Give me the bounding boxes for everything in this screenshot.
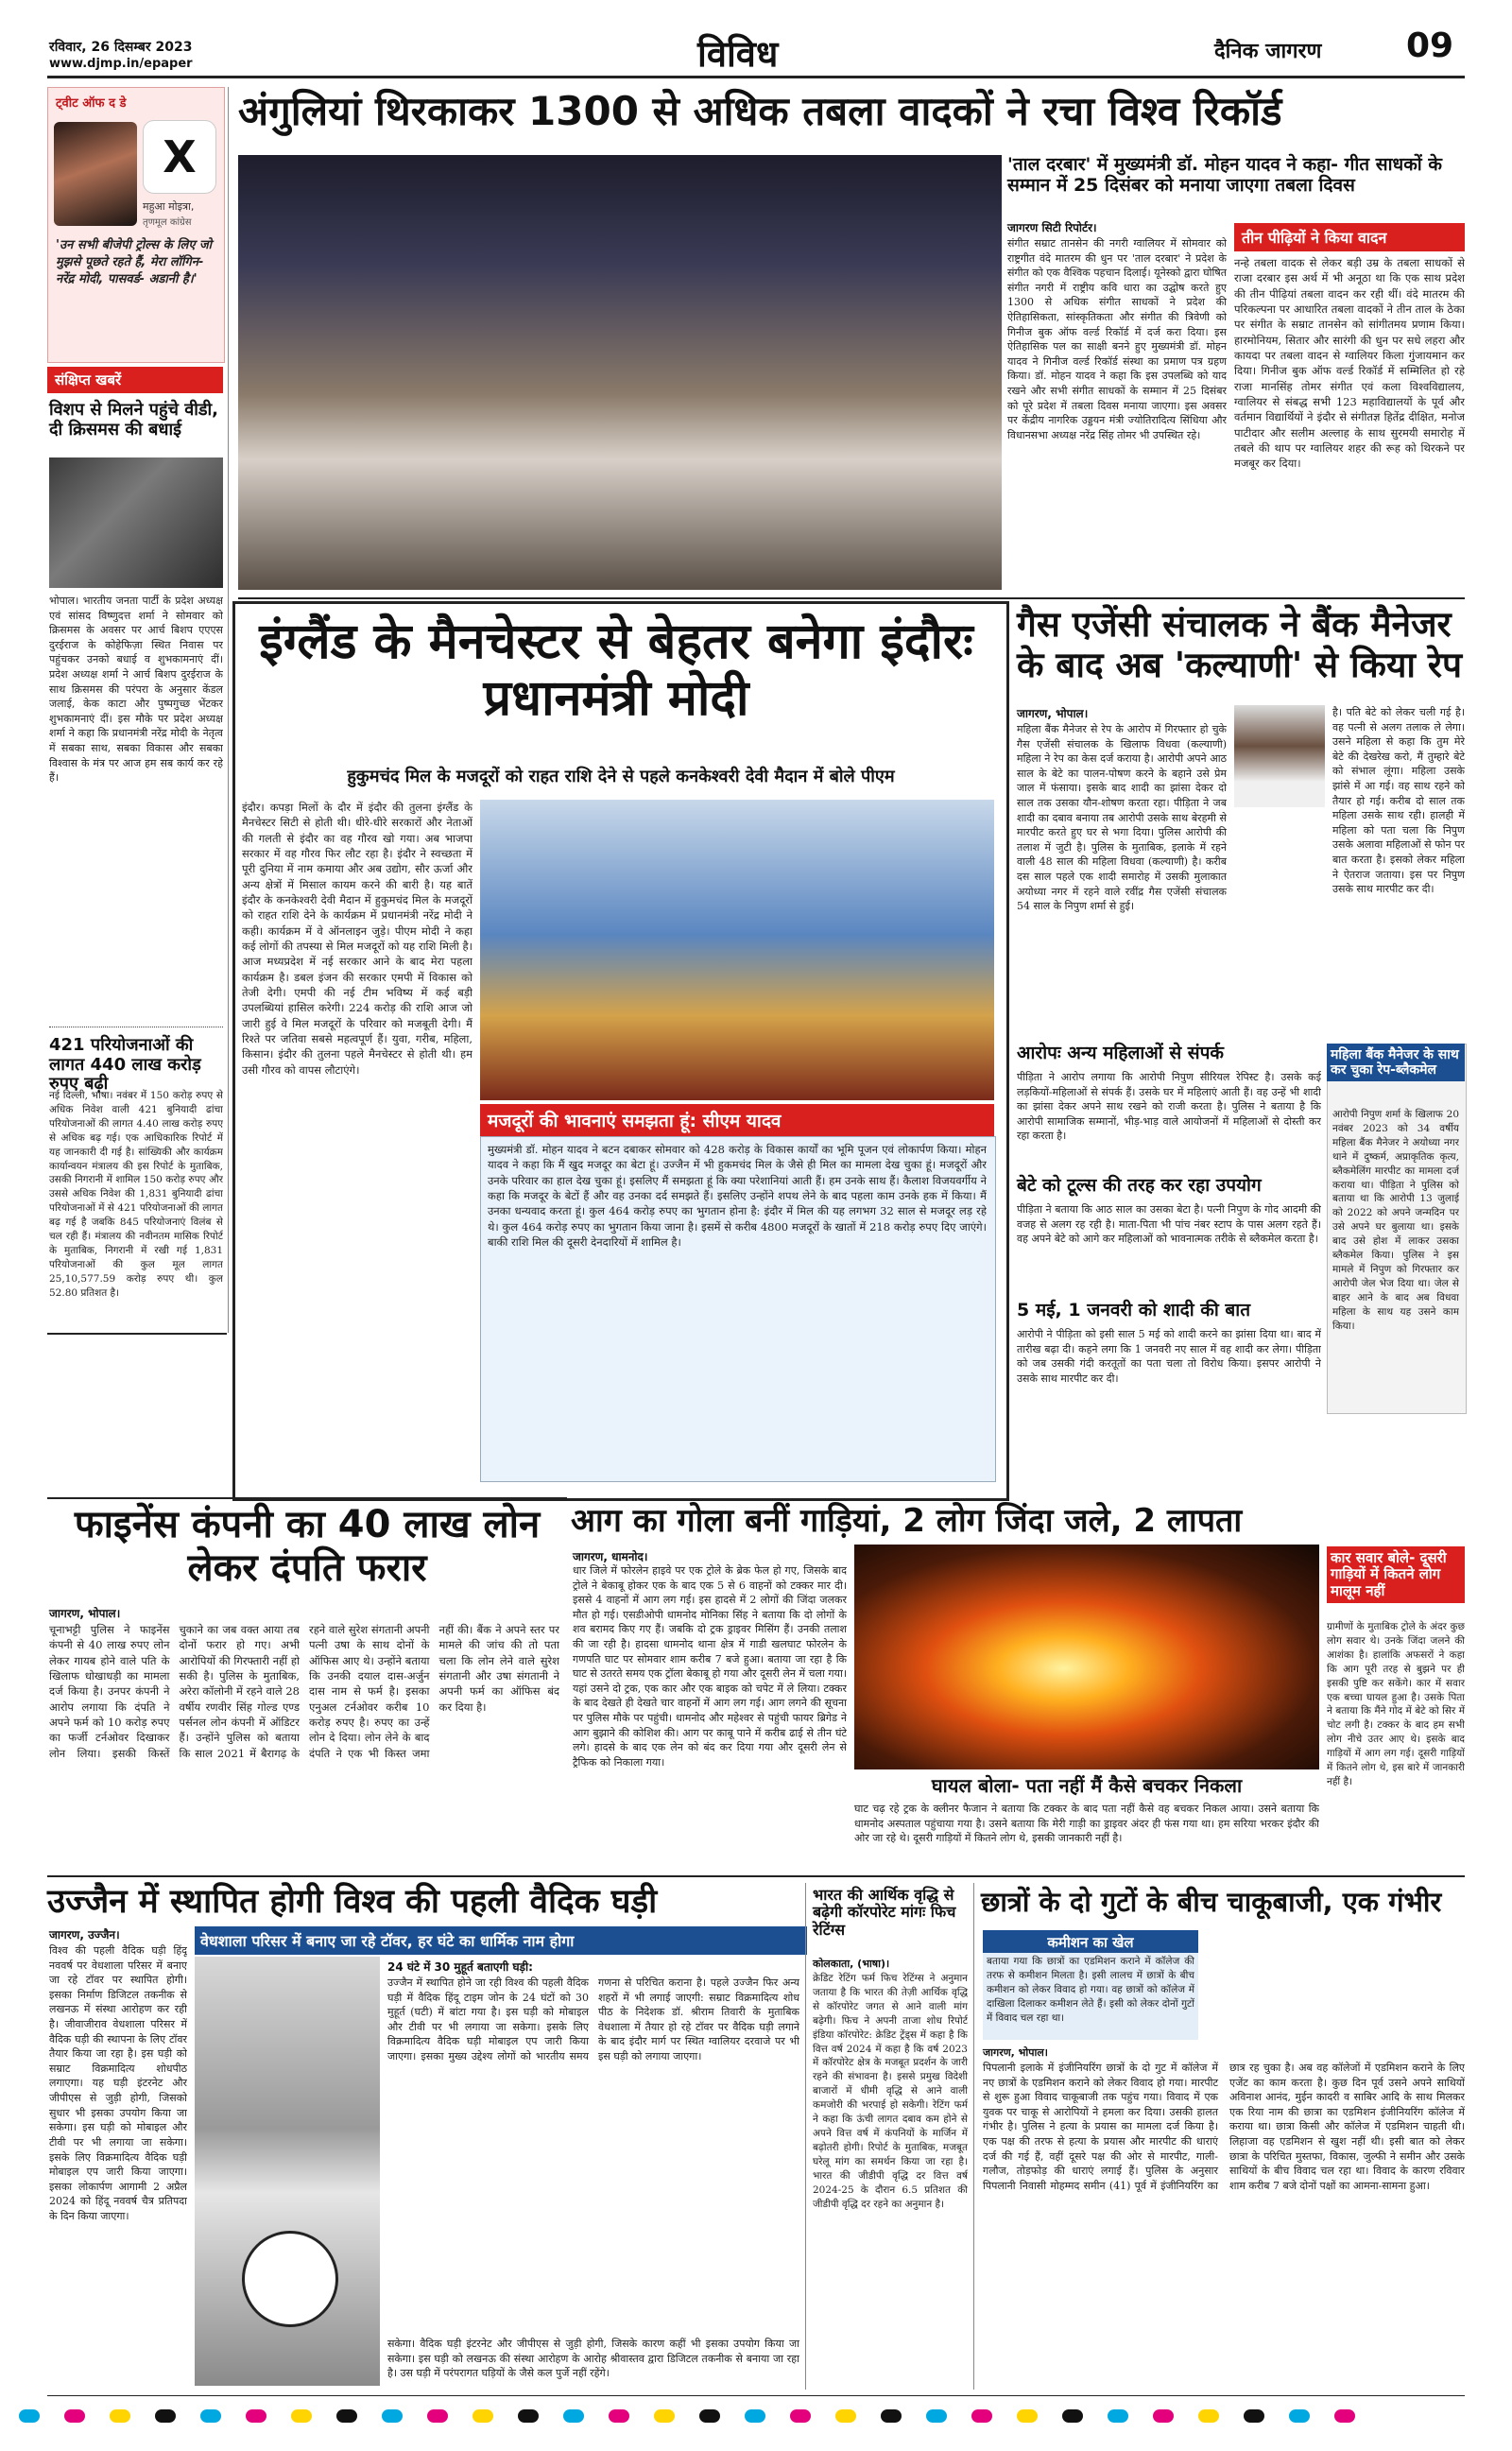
- short-news-item1-title: विशप से मिलने पहुंचे वीडी, दी क्रिसमस की बधाई: [49, 400, 218, 440]
- print-color-swatch: [1017, 2409, 1038, 2423]
- print-color-swatch: [926, 2409, 947, 2423]
- tweet-heading: ट्वीट ऑफ द डे: [56, 96, 127, 111]
- print-color-swatch: [563, 2409, 584, 2423]
- print-color-swatch: [246, 2409, 266, 2423]
- tabla-photo: [238, 155, 1002, 590]
- rape-sub1-heading: आरोपः अन्य महिलाओं से संपर्क: [1017, 1043, 1225, 1063]
- modi-headline: इंग्लैंड के मैनचेस्टर से बेहतर बनेगा इंदौरः प्रधानमंत्री मोदी: [259, 613, 973, 727]
- economy-headline: भारत की आर्थिक वृद्धि से बढ़ेगी कॉरपोरेट मांगः फिच रेटिंग्स: [813, 1886, 956, 1939]
- stab-band-body: बताया गया कि छात्रों का एडमिशन कराने में कॉलेज की तरफ से कमीशन मिलता है। इसी लालच में छात्रों के बीच कमीशन को लेकर विवाद हो गया। वह छात्रों को कॉलेज में दाखिला दिलाकर कमीशन लेते हैं। इसी को लेकर दोनों गुटों में विवाद चल रहा था।: [987, 1956, 1194, 2024]
- print-color-swatch: [1062, 2409, 1083, 2423]
- paper-name: दैनिक जागरण: [1214, 40, 1322, 63]
- print-color-swatch: [971, 2409, 992, 2423]
- modi-body: इंदौर। कपड़ा मिलों के दौर में इंदौर की तुलना इंग्लैंड के मैनचेस्टर सिटी से होती थी। धीरे-धीरे सरकारों और नेताओं की गलती से इंदौर का वह गौरव खो गया। अब भाजपा सरकार में वह गौरव फिर लौट रहा है। इंदौर ने स्वच्छता में पूरी दुनिया में नाम कमाया और अब उद्योग, सौर ऊर्जा और अन्य क्षेत्रों में मिसाल कायम करने की बारी है। यह बातें इंदौर के कनकेश्वरी देवी मैदान में हुकुमचंद मिल के मजदूरों को राहत राशि देने के कार्यक्रम में प्रधानमंत्री नरेंद्र मोदी ने कही। कार्यक्रम में वे ऑनलाइन जुड़े। पीएम मोदी ने कहा कई लोगों की तपस्या से मिल मजदूरों को यह राशि मिली है। आज मध्यप्रदेश में नई सरकार आने के बाद मेरा पहला कार्यक्रम है। डबल इंजन की सरकार एमपी में विकास को तेजी देगी। एमपी की नई टीम भविष्य में कई बड़ी उपलब्धियां हासिल करेगी। 224 करोड़ की राशि आज जो जारी हुई वे मिल मजदूरों के परिवार को मजबूती देगी। मैं रिश्ते पर जतिवा सबसे महत्वपूर्ण हैं। युवा, गरीब, महिला, किसान। इंदौर की तुलना पहले मैनचेस्टर से होती थी। हम उसी गौरव को वापस लौटाएंगे।: [242, 801, 472, 1077]
- print-color-swatch: [835, 2409, 856, 2423]
- print-color-swatch: [881, 2409, 902, 2423]
- ujjain-col2-head: 24 घंटे में 30 मुहूर्त बताएगी घड़ी:: [387, 1960, 533, 1974]
- rape-sub2-body: पीड़िता ने बताया कि आठ साल का उसका बेटा है। पत्नी निपुण के गोद आदमी की वजह से अलग रह रही है। माता-पिता भी पांच नंबर स्टाप के पास अलग रहते हैं। वह अपने बेटे को आगे कर महिलाओं को भावनात्मक तरीके से ब्लैकमेल करता है।: [1017, 1203, 1321, 1246]
- masthead-rule: [47, 76, 1465, 78]
- modi-photo: [480, 800, 994, 1100]
- modi-inset-body: मुख्यमंत्री डॉ. मोहन यादव ने बटन दबाकर सोमवार को 428 करोड़ के विकास कार्यों का भूमि पूजन एवं लोकार्पण किया। मोहन यादव ने कहा कि मैं खुद मजदूर का बेटा हूं। उज्जैन में भी हुकमचंद मिल के जैसे ही मिल का मामला देख चुका हूं। मजदूरों और उनके परिवार का हाल देख चुका हूं। इसलिए मैं समझता हूं कि क्या परेशानियां आती हैं। हम उनके साथ हैं। कैलाश विजयवर्गीय ने कहा कि मजदूर के बेटों हैं और वह उनका दर्द समझते हैं। इसलिए उन्होंने शपथ लेने के बाद पहला काम उनके हक में किया। मैं उनका धन्यवाद करता हूं। कुल 464 करोड़ रुपए का भुगतान होना है: इंदौर में मिल की यह लगभग 32 साल से मजदूर लड़ रहे थे। कुल 464 करोड़ रुपए का भुगतान किया जाना है। इसमें से करीब 4800 मजदूरों के खातों में 218 करोड़ रुपए दिए जाएंगे। बाकी राशि मिल की दूसरी देनदारियों में शामिल है।: [488, 1143, 987, 1249]
- print-color-swatch: [1334, 2409, 1355, 2423]
- ujjain-col2: उज्जैन में स्थापित होने जा रही विश्व की पहली वैदिक घड़ी में वैदिक हिंदू टाइम जोन के 24 घंटों को 30 मुहूर्त (घटी) में बांटा गया है। इस घड़ी को मोबाइल और टीवी पर भी लगाया जा सकेगा। इसके लिए विक्रमादित्य वैदिक घड़ी मोबाइल एप जारी किया जाएगा। इसका मुख्य उद्देश्य लोगों को भारतीय समय गणना से परिचित कराना है। पहले उज्जैन फिर अन्य शहरों में भी लगाई जाएगी: सम्राट विक्रमादित्य शोध पीठ के निदेशक डॉ. श्रीराम तिवारी के मुताबिक वेधशाला में तैयार हो रहे टॉवर पर वैदिक घड़ी लगाने के बाद इंदौर मार्ग पर स्थित ग्वालियर दरवाजे पर भी इस घड़ी को लगाया जाएगा।: [387, 1976, 799, 2063]
- bottom-rule: [47, 2395, 1465, 2396]
- print-color-swatch: [699, 2409, 720, 2423]
- modi-subhead: हुकुमचंद मिल के मजदूरों को राहत राशि देने से पहले कनकेश्वरी देवी मैदान में बोले पीएम: [347, 767, 895, 786]
- print-color-swatch: [64, 2409, 85, 2423]
- fire-caption-body: घाट चढ़ रहे ट्रक के क्लीनर फैजान ने बताया कि टक्कर के बाद पता नहीं कैसे वह बचकर निकल आया। उसने बताया कि धामनोद अस्पताल पहुंचाया गया है। उसने बताया कि मेरी गाड़ी का ड्राइवर अंदर ही फंस गया था। हम सरिया भरकर इंदौर की ओर जा रहे थे। दूसरी गाड़ियों में कितने लोग थे, इसकी जानकारी नहीं है।: [854, 1803, 1319, 1845]
- tweet-person-name: महुआ मोइत्रा,: [143, 200, 195, 213]
- rape-sub3-body: आरोपी ने पीड़िता को इसी साल 5 मई को शादी करने का झांसा दिया था। बाद में तारीख बढ़ा दी। कहने लगा कि 1 जनवरी नए साल में वह शादी कर लेगा। पीड़िता को जब उसकी गंदी करतूतों का पता चला तो विरोध किया। इसपर आरोपी ने उसके साथ मारपीट कर दी।: [1017, 1328, 1321, 1385]
- fire-headline: आग का गोला बनीं गाड़ियां, 2 लोग जिंदा जले, 2 लापता: [571, 1502, 1243, 1540]
- rape-headline: गैस एजेंसी संचालक ने बैंक मैनेजर के बाद अब 'कल्याणी' से किया रेप: [1017, 604, 1463, 685]
- economy-body: क्रेडिट रेटिंग फर्म फिच रेटिंग्स ने अनुमान जताया है कि भारत की तेज़ी आर्थिक वृद्धि से कॉरपोरेट जगत से आने वाली मांग बढ़ेगी। फिच ने अपनी ताजा शोध रिपोर्ट इंडिया कॉरपोरेट: क्रेडिट ट्रेंड्स में कहा है कि वित्त वर्ष 2024 में कहा है कि वर्ष 2023 में कॉरपोरेट क्षेत्र के मजबूत प्रदर्शन के जारी रहने की संभावना है। इससे प्रमुख विदेशी बाजारों में धीमी वृद्धि से आने वाली कमजोरी की भरपाई हो सकेगी। रेटिंग फर्म ने कहा कि ऊंची लागत दबाव कम होने से अपने वित्त वर्ष में कंपनियों के मार्जिन में बढ़ोतरी होगी। रिपोर्ट के मुताबिक, मजबूत घरेलू मांग का समर्थन किया जा रहा है। भारत की जीडीपी वृद्धि दर वित्त वर्ष 2024-25 के दौरान 6.5 प्रतिशत की जीडीपी वृद्धि दर रहने का अनुमान है।: [813, 1973, 968, 2210]
- left-column-rule: [228, 87, 229, 1333]
- ujjain-subhead: वेधशाला परिसर में बनाए जा रहे टॉवर, हर घंटे का धार्मिक नाम होगा: [195, 1926, 807, 1955]
- print-color-swatch: [336, 2409, 357, 2423]
- stab-band-heading: कमीशन का खेल: [983, 1930, 1198, 1955]
- stab-byline: जागरण, भोपाल।: [983, 2046, 1048, 2059]
- tweet-party: तृणमूल कांग्रेस: [143, 217, 192, 228]
- rape-sub1-body: पीड़िता ने आरोप लगाया कि आरोपी निपुण सीरियल रेपिस्ट है। उसके कई लड़कियों-महिलाओं से संपर्क हैं। उसके घर में महिलाएं आती हैं। वह उन्हें भी शादी का झांसा देकर अपने साथ रखने को राजी करता है। पुलिस ने बताया है कि आरोपी सामाजिक सम्मानों, भीड़-भाड़ वाले आयोजनों में महिलाओं से दोस्ती कर रहा करता है।: [1017, 1071, 1321, 1143]
- rape-sub3-heading: 5 मई, 1 जनवरी को शादी की बात: [1017, 1300, 1251, 1320]
- tweet-avatar: [54, 122, 137, 226]
- rape-side-body: आरोपी निपुण शर्मा के खिलाफ 20 नवंबर 2023 को 34 वर्षीय महिला बैंक मैनेजर ने अयोध्या नगर थाने में दुष्कर्म, अप्राकृतिक कृत्य, ब्लैकमेलिंग मारपीट का मामला दर्ज कराया था। पीड़िता ने पुलिस को बताया था कि आरोपी 13 जुलाई को 2022 को अपने जन्मदिन पर उसे अपने घर बुलाया था। इसके बाद उसे होश में लाकर उसका ब्लैकमेल किया। पुलिस ने इस मामले में निपुण को गिरफ्तार कर आरोपी जेल भेज दिया था। जेल से बाहर आने के बाद अब विधवा महिला के साथ यह उसने काम किया।: [1332, 1109, 1459, 1332]
- short-news-item1-body: भोपाल। भारतीय जनता पार्टी के प्रदेश अध्यक्ष एवं सांसद विष्णुदत्त शर्मा ने सोमवार को क्रिसमस के अवसर पर आर्च बिशप एएएस दुरईराज के कोहेफिज़ा स्थित निवास पर पहुंचकर उनको बधाई व शुभकामनाएं दीं। प्रदेश अध्यक्ष शर्मा ने आर्च बिशप दुरईराज के साथ क्रिसमस की परंपरा के अनुसार केंडल जलाई, केक काटा और पुष्पगुच्छ भेंटकर शुभकामनाएं दीं। इस मौके पर प्रदेश अध्यक्ष शर्मा ने कहा कि प्रधानमंत्री नरेंद्र मोदी के नेतृत्व में सबका साथ, सबका विकास और सबका विश्वास के मंत्र पर आज हम सब कार्य कर रहे हैं।: [49, 595, 223, 785]
- masthead: [0, 0, 1512, 75]
- rape-col2: है। पति बेटे को लेकर चली गई है। वह पत्नी से अलग तलाक ले लेगा। उसने महिला से कहा कि तुम मेरे बेटे की देखरेख करो, मैं तुम्हारे बेटे को संभाल लूंगा। महिला उसके झांसे में आ गई। वह साथ रहने को तैयार हो गई। करीब दो साल तक महिला उसके साथ रही। हालही में महिला को पता चला कि निपुण उसके अलावा महिलाओं से फोन पर बात करता है। इसको लेकर महिला ने ऐतराज जताया। इस पर निपुण उसके साथ मारपीट कर दी।: [1332, 706, 1465, 896]
- rape-side-heading: महिला बैंक मैनेजर के साथ कर चुका रेप-ब्लैकमेल: [1327, 1044, 1465, 1081]
- print-color-swatch: [472, 2409, 493, 2423]
- tabla-side-heading: तीन पीढ़ियों ने किया वादन: [1234, 223, 1465, 251]
- short-news-column: [47, 367, 223, 1333]
- print-color-swatch: [19, 2409, 40, 2423]
- print-color-swatch: [291, 2409, 312, 2423]
- ujjain-byline: जागरण, उज्जैन।: [49, 1928, 120, 1942]
- fire-side-body: ग्रामीणों के मुताबिक ट्रोले के अंदर कुछ लोग सवार थे। उनके जिंदा जलने की आशंका है। हालांकि अफसरों ने कहा कि आग पूरी तरह से बुझने पर ही इसकी पुष्टि कर सकेंगे। कार में सवार एक बच्चा घायल हुआ है। उसके पिता ने बताया कि मैंने गोद में बेटे को सिर में चोट लगी है। टक्कर के बाद हम सभी लोग नीचे उतर आए थे। इसके बाद गाड़ियों में आग लग गई। दूसरी गाड़ियों में कितने लोग थे, इस बारे में जानकारी नहीं है।: [1327, 1621, 1465, 1787]
- print-color-swatch: [1108, 2409, 1128, 2423]
- print-color-swatch: [1244, 2409, 1264, 2423]
- print-color-swatch: [1153, 2409, 1174, 2423]
- tabla-headline: अंगुलियां थिरकाकर 1300 से अधिक तबला वादकों ने रचा विश्व रिकॉर्ड: [238, 88, 1282, 134]
- rape-body: महिला बैंक मैनेजर से रेप के आरोप में गिरफ्तार हो चुके गैस एजेंसी संचालक के खिलाफ विधवा (कल्याणी) महिला ने रेप का केस दर्ज कराया है। आरोपी अपने आठ साल के बेटे का पालन-पोषण करने के बहाने उसे प्रेम जाल में फंसाया। इसके बाद शादी का झांसा देकर दो साल तक उसका यौन-शोषण करता रहा। पीड़िता ने जब शादी का दबाव बनाया तब आरोपी उसके साथ बेरहमी से मारपीट करते हुए घर से भगा दिया। पुलिस आरोपी की तलाश में जुटी है। पुलिस के मुताबिक, इलाके में रहने वाली 48 साल की महिला विधवा (कल्याणी) है। करीब दस साल पहले एक शादी समारोह में उसकी मुलाकात अयोध्या नगर में रहने वाले रवींद्र गैस एजेंसी संचालक 54 साल के निपुण शर्मा से हुई।: [1017, 723, 1227, 913]
- tabla-rule: [238, 597, 1465, 599]
- modi-inset-heading: मजदूरों की भावनाएं समझता हूं: सीएम यादव: [480, 1104, 994, 1136]
- fire-photo: [854, 1545, 1319, 1769]
- finance-top-rule: [47, 1333, 227, 1335]
- ujjain-headline: उज्जैन में स्थापित होगी विश्व की पहली वैदिक घड़ी: [47, 1883, 658, 1921]
- tweet-box: [47, 87, 225, 363]
- tabla-side-body: नन्हे तबला वादक से लेकर बड़ी उम्र के तबला साधकों से राजा दरबार इस अर्थ में भी अनूठा था कि एक साथ प्रदेश की तीन पीढ़ियां तबला वादन कर रही थीं। वंदे मातरम की परिकल्पना पर आधारित तबला वादकों ने तीन ताल के ठेका पर संगीत के सम्राट तानसेन को सांगीतमय प्रणाम किया। हारमोनियम, सितार और सारंगी की धुन पर सधे लहरा और कायदा पर तबला वादन से ग्वालियर किला गुंजायमान कर दिया। गिनीज बुक ऑफ वर्ल्ड रिकॉर्ड में सम्मिलित हो रहे राजा मानसिंह तोमर संगीत एवं कला विश्वविद्यालय, ग्वालियर से संबद्ध सभी 123 महाविद्यालयों के पूर्व और वर्तमान विद्यार्थियों ने इंदौर से संगीतज्ञ हितेंद्र दीक्षित, मनोज पाटीदार और सलीम अल्लाह के साथ सुरमयी समारोह में तबले की थाप पर ग्वालियर शहर की रूह को थिरकने पर मजबूर कर दिया।: [1234, 256, 1465, 471]
- ujjain-col1: विश्व की पहली वैदिक घड़ी हिंदू नववर्ष पर वेधशाला परिसर में बनाए जा रहे टॉवर पर स्थापित होगी। इसका निर्माण डिजिटल तकनीक से लखनऊ में संस्था आरोहण कर रही है। जीवाजीराव वेधशाला परिसर में वैदिक घड़ी की स्थापना के लिए टॉवर तैयार किया जा रहा है। इस घड़ी को सम्राट विक्रमादित्य शोधपीठ लगाएगा। यह घड़ी इंटरनेट और जीपीएस से जुड़ी होगी, जिसको सुधार भी इसका उपयोग किया जा सकेगा। इस घड़ी को मोबाइल और टीवी पर भी लगाया जा सकेगा। इसके लिए विक्रमादित्य वैदिक घड़ी मोबाइल एप जारी किया जाएगा। इसका लोकार्पण आगामी 2 अप्रैल 2024 को हिंदू नववर्ष चैत्र प्रतिपदा के दिन किया जाएगा।: [49, 1944, 187, 2222]
- ujjain-col3: सकेगा। वैदिक घड़ी इंटरनेट और जीपीएस से जुड़ी होगी, जिसके कारण कहीं भी इसका उपयोग किया जा सकेगा। इस घड़ी को लखनऊ की संस्था आरोहण के आरोह श्रीवास्तव द्वारा डिजिटल तकनीक से बनाया जा रहा है। उस घड़ी में परंपरागत घड़ियों के जैसे कल पुर्जे नहीं रहेंगे।: [387, 2338, 799, 2380]
- x-logo-icon: [143, 120, 216, 194]
- print-color-bar: [19, 2408, 1503, 2425]
- short-news-item1-photo: [49, 457, 223, 588]
- stab-body: पिपलानी इलाके में इंजीनियरिंग छात्रों के दो गुट में कॉलेज में नए छात्रों के एडमिशन कराने को लेकर विवाद हो गया। मारपीट से शुरू हुआ विवाद चाकूबाजी तक पहुंच गया। विवाद में एक युवक पर चाकू से आरोपियों ने हमला कर दिया। उसकी हालत गंभीर है। पुलिस ने हत्या के प्रयास का मामला दर्ज किया है। एक पक्ष की तरफ से हत्या के प्रयास और मारपीट की धाराएं दर्ज की गई हैं, वहीं दूसरे पक्ष की ओर से मारपीट, गाली-गलौज, तोड़फोड़ की धाराएं लगाई हैं। पुलिस के अनुसार पिपलानी निवासी मोहम्मद समीन (41) पूर्व में इंजीनियरिंग का छात्र रह चुका है। अब वह कॉलेजों में एडमिशन कराने के लिए एजेंट का काम करता है। कुछ दिन पूर्व उसने अपने साथियों अविनाश आनंद, मुईन कादरी व साबिर आदि के साथ मिलकर एक रिया नाम की छात्रा का एडमिशन इंजीनियरिंग कॉलेज में कराया था। छात्रा किसी और कॉलेज में एडमिशन चाहती थी। लिहाजा वह एडमिशन से खुश नहीं थी। इसी बात को लेकर छात्रा के परिचित मुस्तफा, विकास, जुल्फी ने समीन और उसके साथियों के बीच विवाद चल रहा था। विवाद के कारण रविवार शाम करीब 7 बजे दोनों पक्षों का आमना-सामना हुआ।: [983, 2062, 1465, 2192]
- fire-byline: जागरण, धामनोद।: [573, 1550, 648, 1563]
- x-logo-text: X: [163, 131, 197, 182]
- rape-byline: जागरण, भोपाल।: [1017, 707, 1089, 720]
- page-number: 09: [1406, 26, 1454, 65]
- ujjain-clock-icon: [242, 2231, 338, 2327]
- print-color-swatch: [745, 2409, 765, 2423]
- fire-side-heading: कार सवार बोले- दूसरी गाड़ियों में कितने लोग मालूम नहीं: [1327, 1546, 1465, 1603]
- short-news-item2-body: नई दिल्ली, भाषा। नवंबर में 150 करोड़ रुपए से अधिक निवेश वाली 421 बुनियादी ढांचा परियोजनाओं की लागत 4.40 लाख करोड़ रुपए से अधिक बढ़ गई। एक आधिकारिक रिपोर्ट में यह जानकारी दी गई है। सांख्यिकी और कार्यक्रम कार्यान्वयन मंत्रालय की इस रिपोर्ट के मुताबिक, उसकी निगरानी में शामिल 150 करोड़ रुपए और उससे अधिक निवेश की 1,831 बुनियादी ढांचा परियोजनाओं में से 421 परियोजनाओं की लागत बढ़ गई है जबकि 845 परियोजनाएं विलंब से चल रही हैं। मंत्रालय की नवीनतम मासिक रिपोर्ट के मुताबिक, निगरानी में रखी गई 1,831 परियोजनाओं की कुल मूल लागत 25,10,577.59 करोड़ रुपए थी। कुल 52.80 प्रतिशत है।: [49, 1090, 223, 1299]
- fire-body: धार जिले में फोरलेन हाइवे पर एक ट्रोले के ब्रेक फेल हो गए, जिसके बाद ट्रोले ने बेकाबू होकर एक के बाद एक 5 से 6 वाहनों को टक्कर मार दी। इससे 4 वाहनों में आग लग गई। इस हादसे में 2 लोगों की जिंदा जलकर मौत हो गई। एसडीओपी धामनोद मोनिका सिंह ने बताया कि दो लोगों के शव बरामद किए गए हैं। जबकि दो ट्रक ड्राइवर मिसिंग हैं। उनकी तलाश की जा रही है। हादसा धामनोद थाना क्षेत्र में गाडी खलघाट फोरलेन के गणपति घाट पर सोमवार शाम करीब 7 बजे हुआ। बताया जा रहा है कि घाट से उतरते समय एक ट्रॉला बेकाबू हो गया और दूसरी लेन में चला गया। यहां उसने दो ट्रक, एक कार और एक बाइक को चपेट में ले लिया। टक्कर के बाद देखते ही देखते चार वाहनों में आग लग गई। आग लगने की सूचना पर पुलिस मौके पर पहुंची। धामनोद और महेश्वर से पहुंची फायर ब्रिगेड ने आग बुझाने की कोशिश की। आग पर काबू पाने में करीब ढाई से तीन घंटे लगे। हादसे के बाद एक लेन को बंद कर दिया गया और दूसरी लेन से ट्रैफिक को निकाला गया।: [573, 1564, 847, 1769]
- tweet-quote: 'उन सभी बीजेपी ट्रोल्स के लिए जो मुझसे पूछते रहते हैं, मेरा लॉगिन- नरेंद्र मोदी, पासवर्ड- अडानी है।': [56, 238, 213, 287]
- print-color-swatch: [427, 2409, 448, 2423]
- print-color-swatch: [654, 2409, 675, 2423]
- economy-right-rule: [973, 1883, 974, 2390]
- economy-left-rule: [805, 1883, 806, 2390]
- print-color-swatch: [200, 2409, 221, 2423]
- finance-rule: [47, 1497, 567, 1499]
- print-color-swatch: [518, 2409, 539, 2423]
- short-news-item2-title: 421 परियोजनाओं की लागत 440 लाख करोड़ रुपए बढ़ी: [49, 1035, 201, 1095]
- print-color-swatch: [790, 2409, 811, 2423]
- masthead-website[interactable]: www.djmp.in/epaper: [49, 57, 193, 71]
- print-color-swatch: [110, 2409, 130, 2423]
- print-color-swatch: [609, 2409, 629, 2423]
- finance-headline: फाइनेंस कंपनी का 40 लाख लोन लेकर दंपति फरार: [74, 1503, 541, 1590]
- finance-byline: जागरण, भोपाल।: [49, 1607, 121, 1620]
- fire-rule: [47, 1875, 1465, 1877]
- masthead-date: रविवार, 26 दिसम्बर 2023: [49, 40, 193, 55]
- short-news-heading: संक्षिप्त खबरें: [47, 367, 223, 393]
- print-color-swatch: [1289, 2409, 1310, 2423]
- fire-caption: घायल बोला- पता नहीं मैं कैसे बचकर निकला: [931, 1774, 1243, 1797]
- tabla-byline: जागरण सिटी रिपोर्टर।: [1007, 221, 1097, 234]
- rape-accused-photo: [1234, 705, 1325, 807]
- print-color-swatch: [382, 2409, 403, 2423]
- economy-byline: कोलकाता, (भाषा)।: [813, 1958, 890, 1970]
- section-title: विविध: [697, 33, 779, 75]
- tabla-body: संगीत सम्राट तानसेन की नगरी ग्वालियर में सोमवार को राष्ट्रगीत वंदे मातरम की धुन पर 'ताल दरबार' ने प्रदेश के संगीत को एक वैश्विक पहचान दिलाई। यूनेस्को द्वारा घोषित संगीत नगरी में राष्ट्रीय कवि धारा का उद्घोष करते हुए 1300 से अधिक संगीत साधकों ने प्रदेश की ऐतिहासिकता, सांस्कृतिकता और संगीत की त्रिवेणी को गिनीज बुक ऑफ वर्ल्ड रिकॉर्ड में दर्ज करा दिया। इस ऐतिहासिक पल का साक्षी बनने हुए मुख्यमंत्री डॉ. मोहन यादव ने गिनीज वर्ल्ड रिकॉर्ड संस्था का प्रमाण पत्र ग्रहण किया। डॉ. मोहन यादव ने कहा कि इस उपलब्धि को याद रखने और सभी संगीत साधकों के सम्मान में 25 दिसंबर को पूरे प्रदेश में तबला दिवस मनाया जाएगा। इस अवसर पर केंद्रीय नागरिक उड्डयन मंत्री ज्योतिरादित्य सिंधिया और विधानसभा अध्यक्ष नरेंद्र सिंह तोमर भी उपस्थित रहे।: [1007, 237, 1227, 441]
- finance-body: चूनाभट्टी पुलिस ने फाइनेंस कंपनी से 40 लाख रुपए लोन लेकर गायब होने वाले पति के खिलाफ धोखाधड़ी का मामला दर्ज किया है। उनपर कंपनी ने आरोप लगाया कि दंपति ने अपने फर्म को 10 करोड़ रुपए का फर्जी टर्नओवर दिखाकर लोन लिया। इसकी किस्तें चुकाने का जब वक्त आया तब दोनों फरार हो गए। अभी आरोपियों की गिरफ्तारी नहीं हो सकी है। पुलिस के मुताबिक, अरेरा कॉलोनी में रहने वाले 28 वर्षीय रणवीर सिंह गोल्ड एण्ड पर्सनल लोन कंपनी में ऑडिटर हैं। उन्होंने पुलिस को बताया कि साल 2021 में बैरागढ़ के रहने वाले सुरेश संगतानी अपनी पत्नी उषा के साथ दोनों के ऑफिस आए थे। उन्होंने बताया कि उनकी दयाल दास-अर्जुन दास नाम से फर्म है। इसका एनुअल टर्नओवर करीब 10 करोड़ रुपए है। रुपए का उन्हें लोन दे दिया। लोन लेने के बाद दंपति ने एक भी किस्त जमा नहीं की। बैंक ने अपने स्तर पर मामले की जांच की तो पता चला कि लोन लेने वाले सुरेश संगतानी और उषा संगतानी ने अपनी फर्म का ऑफिस बंद कर दिया है।: [49, 1623, 559, 1760]
- tabla-subhead: 'ताल दरबार' में मुख्यमंत्री डॉ. मोहन यादव ने कहा- गीत साधकों के सम्मान में 25 दिसंबर को मनाया जाएगा तबला दिवस: [1007, 154, 1442, 196]
- stab-headline: छात्रों के दो गुटों के बीच चाकूबाजी, एक गंभीर: [981, 1886, 1442, 1918]
- print-color-swatch: [155, 2409, 176, 2423]
- rape-sub2-heading: बेटे को टूल्स की तरह कर रहा उपयोग: [1017, 1175, 1262, 1196]
- print-color-swatch: [1198, 2409, 1219, 2423]
